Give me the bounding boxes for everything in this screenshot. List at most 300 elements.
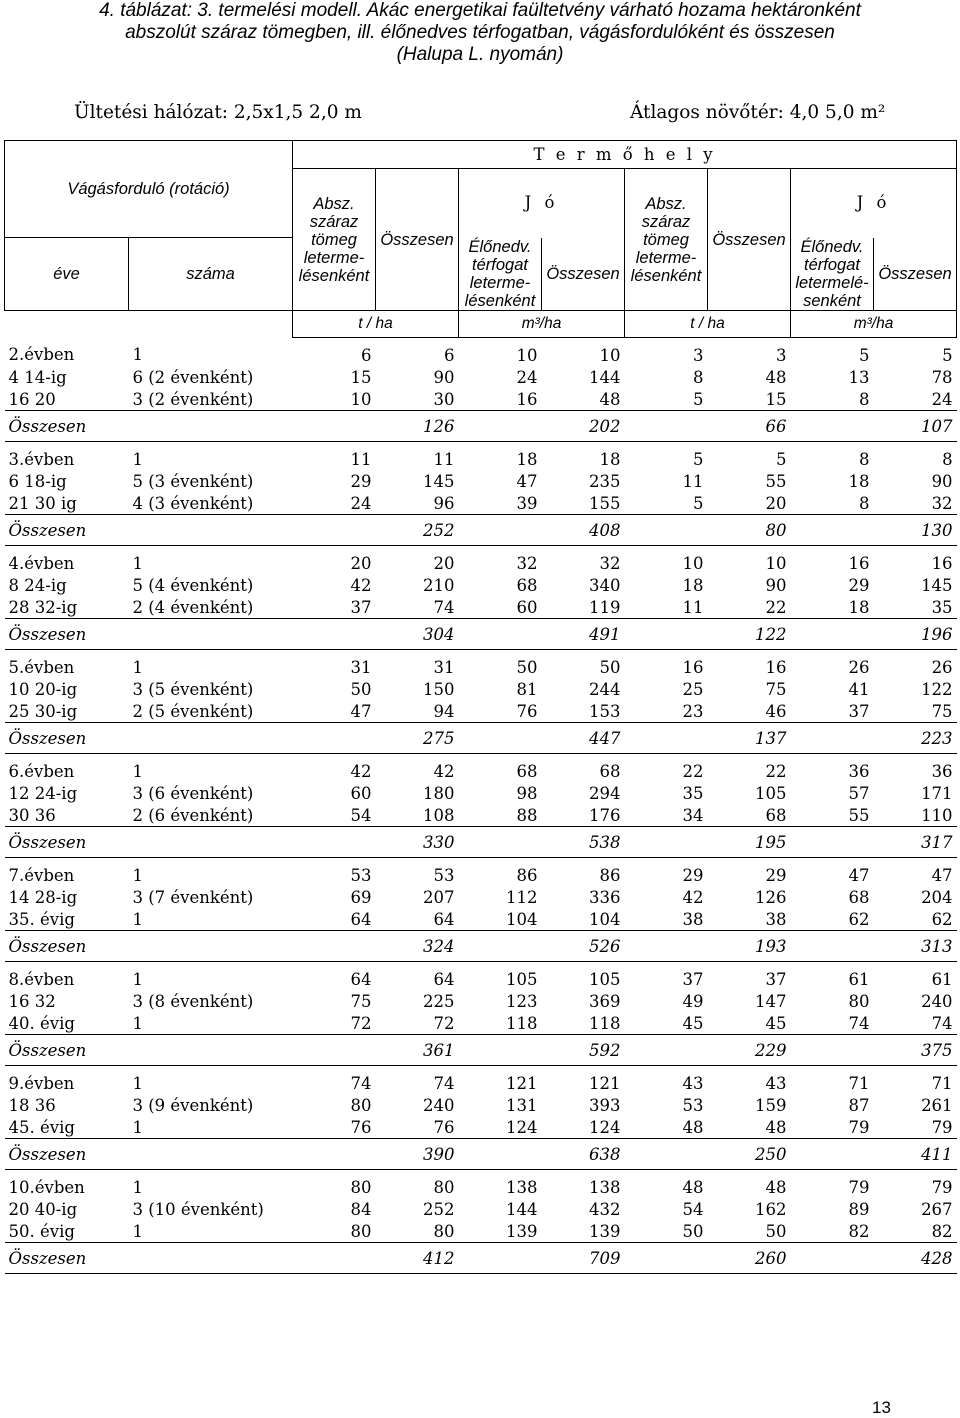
value-cell: 76 bbox=[516, 701, 538, 721]
year-cell: 10.évben bbox=[8, 1177, 85, 1197]
total-row bbox=[5, 827, 957, 858]
empty-cell bbox=[791, 411, 874, 442]
value-cell: 42 bbox=[350, 761, 372, 781]
value-cell: 144 bbox=[506, 1199, 538, 1219]
value-cell: 207 bbox=[423, 887, 455, 907]
value-cell: 118 bbox=[506, 1013, 538, 1033]
total-header-2: Összesen bbox=[542, 238, 625, 311]
total-value: 330 bbox=[376, 827, 459, 858]
year-cell: 6.évben bbox=[8, 761, 75, 781]
value-cell: 5 bbox=[776, 449, 787, 469]
total-value: 447 bbox=[542, 723, 625, 754]
caption-line-3: (Halupa L. nyomán) bbox=[396, 44, 564, 65]
value-cell: 10 bbox=[682, 553, 704, 573]
value-cell: 124 bbox=[506, 1117, 538, 1137]
total-row bbox=[5, 1243, 957, 1274]
table-row bbox=[5, 782, 957, 804]
value-cell: 34 bbox=[682, 805, 704, 825]
count-cell: 3 (9 évenként) bbox=[132, 1095, 254, 1115]
value-cell: 43 bbox=[682, 1073, 704, 1093]
value-cell: 119 bbox=[589, 597, 621, 617]
empty-cell bbox=[293, 619, 376, 650]
table-row bbox=[5, 700, 957, 723]
value-cell: 6 bbox=[444, 345, 455, 365]
year-cell: 6 18-ig bbox=[8, 471, 67, 491]
table-row bbox=[5, 650, 957, 679]
total-label: Összesen bbox=[5, 723, 129, 754]
total-value: 193 bbox=[708, 931, 791, 962]
total-value: 317 bbox=[874, 827, 957, 858]
value-cell: 118 bbox=[589, 1013, 621, 1033]
total-label: Összesen bbox=[5, 1035, 129, 1066]
total-value: 137 bbox=[708, 723, 791, 754]
total-row bbox=[5, 411, 957, 442]
total-value: 408 bbox=[542, 515, 625, 546]
site-good-1: J ó bbox=[459, 169, 625, 238]
value-cell: 20 bbox=[765, 493, 787, 513]
value-cell: 36 bbox=[848, 761, 870, 781]
total-label: Összesen bbox=[5, 827, 129, 858]
year-cell: 8 24-ig bbox=[8, 575, 67, 595]
value-cell: 225 bbox=[423, 991, 455, 1011]
value-cell: 294 bbox=[589, 783, 621, 803]
value-cell: 176 bbox=[589, 805, 621, 825]
table-row bbox=[5, 908, 957, 931]
count-cell: 2 (6 évenként) bbox=[132, 805, 254, 825]
value-cell: 53 bbox=[433, 865, 455, 885]
value-cell: 108 bbox=[423, 805, 455, 825]
total-value: 538 bbox=[542, 827, 625, 858]
value-cell: 138 bbox=[506, 1177, 538, 1197]
value-cell: 252 bbox=[423, 1199, 455, 1219]
value-cell: 3 bbox=[776, 345, 787, 365]
total-value: 526 bbox=[542, 931, 625, 962]
value-cell: 104 bbox=[506, 909, 538, 929]
value-cell: 84 bbox=[350, 1199, 372, 1219]
value-cell: 74 bbox=[433, 597, 455, 617]
year-cell: 28 32-ig bbox=[8, 597, 78, 617]
count-cell: 3 (2 évenként) bbox=[132, 389, 254, 409]
value-cell: 32 bbox=[599, 553, 621, 573]
value-cell: 29 bbox=[350, 471, 372, 491]
value-cell: 112 bbox=[506, 887, 538, 907]
value-cell: 35 bbox=[931, 597, 953, 617]
empty-cell bbox=[625, 1243, 708, 1274]
value-cell: 50 bbox=[682, 1221, 704, 1241]
total-label: Összesen bbox=[5, 1139, 129, 1170]
value-cell: 139 bbox=[589, 1221, 621, 1241]
empty-cell bbox=[293, 515, 376, 546]
value-cell: 55 bbox=[765, 471, 787, 491]
value-cell: 90 bbox=[931, 471, 953, 491]
table-row bbox=[5, 754, 957, 783]
value-cell: 38 bbox=[682, 909, 704, 929]
value-cell: 75 bbox=[765, 679, 787, 699]
count-cell: 4 (3 évenként) bbox=[132, 493, 254, 513]
abs-dry-header-2: Absz. száraz tömeg leterme- lésenként bbox=[625, 169, 708, 311]
value-cell: 68 bbox=[765, 805, 787, 825]
empty-cell bbox=[791, 723, 874, 754]
value-cell: 72 bbox=[433, 1013, 455, 1033]
value-cell: 121 bbox=[589, 1073, 621, 1093]
value-cell: 61 bbox=[848, 969, 870, 989]
empty-cell bbox=[625, 411, 708, 442]
value-cell: 68 bbox=[848, 887, 870, 907]
value-cell: 16 bbox=[682, 657, 704, 677]
count-cell: 1 bbox=[132, 1221, 143, 1241]
empty-cell bbox=[129, 723, 293, 754]
value-cell: 48 bbox=[599, 389, 621, 409]
value-cell: 53 bbox=[682, 1095, 704, 1115]
value-cell: 86 bbox=[516, 865, 538, 885]
empty-cell bbox=[625, 1139, 708, 1170]
value-cell: 5 bbox=[859, 345, 870, 365]
empty-cell bbox=[625, 827, 708, 858]
value-cell: 69 bbox=[350, 887, 372, 907]
value-cell: 80 bbox=[433, 1221, 455, 1241]
value-cell: 15 bbox=[350, 367, 372, 387]
year-cell: 35. évig bbox=[8, 909, 75, 929]
empty-cell bbox=[459, 827, 542, 858]
value-cell: 16 bbox=[765, 657, 787, 677]
value-cell: 10 bbox=[765, 553, 787, 573]
value-cell: 64 bbox=[433, 909, 455, 929]
value-cell: 39 bbox=[516, 493, 538, 513]
year-cell: 45. évig bbox=[8, 1117, 75, 1137]
value-cell: 15 bbox=[765, 389, 787, 409]
table-row bbox=[5, 1094, 957, 1116]
table-caption bbox=[40, 0, 920, 66]
value-cell: 80 bbox=[350, 1095, 372, 1115]
value-cell: 47 bbox=[931, 865, 953, 885]
value-cell: 98 bbox=[516, 783, 538, 803]
empty-cell bbox=[129, 1139, 293, 1170]
value-cell: 369 bbox=[589, 991, 621, 1011]
empty-cell bbox=[791, 619, 874, 650]
unit-m3-ha-2: m³/ha bbox=[791, 311, 957, 338]
unit-spacer bbox=[5, 311, 293, 338]
value-cell: 432 bbox=[589, 1199, 621, 1219]
empty-cell bbox=[293, 1243, 376, 1274]
value-cell: 145 bbox=[423, 471, 455, 491]
value-cell: 79 bbox=[848, 1117, 870, 1137]
value-cell: 48 bbox=[682, 1177, 704, 1197]
value-cell: 13 bbox=[848, 367, 870, 387]
unit-t-ha-2: t / ha bbox=[625, 311, 791, 338]
empty-cell bbox=[293, 723, 376, 754]
value-cell: 18 bbox=[682, 575, 704, 595]
table-row bbox=[5, 442, 957, 471]
year-cell: 18 36 bbox=[8, 1095, 56, 1115]
year-cell: 50. évig bbox=[8, 1221, 75, 1241]
value-cell: 35 bbox=[682, 783, 704, 803]
year-cell: 20 40-ig bbox=[8, 1199, 78, 1219]
value-cell: 5 bbox=[693, 493, 704, 513]
empty-cell bbox=[129, 515, 293, 546]
value-cell: 37 bbox=[350, 597, 372, 617]
value-cell: 61 bbox=[931, 969, 953, 989]
value-cell: 32 bbox=[516, 553, 538, 573]
value-cell: 25 bbox=[682, 679, 704, 699]
site-header: T e r m ő h e l y bbox=[293, 141, 957, 169]
count-cell: 1 bbox=[132, 1177, 143, 1197]
value-cell: 37 bbox=[682, 969, 704, 989]
page-number: 13 bbox=[872, 1398, 891, 1417]
empty-cell bbox=[459, 515, 542, 546]
count-cell: 1 bbox=[132, 449, 143, 469]
total-value: 202 bbox=[542, 411, 625, 442]
live-vol-header-1: Élőnedv. térfogat leterme- lésenként bbox=[459, 238, 542, 311]
total-row bbox=[5, 1139, 957, 1170]
value-cell: 8 bbox=[859, 449, 870, 469]
value-cell: 153 bbox=[589, 701, 621, 721]
value-cell: 122 bbox=[921, 679, 953, 699]
total-value: 229 bbox=[708, 1035, 791, 1066]
value-cell: 105 bbox=[589, 969, 621, 989]
value-cell: 11 bbox=[350, 449, 372, 469]
count-cell: 1 bbox=[132, 1013, 143, 1033]
total-value: 126 bbox=[376, 411, 459, 442]
empty-cell bbox=[625, 723, 708, 754]
value-cell: 10 bbox=[516, 345, 538, 365]
value-cell: 68 bbox=[599, 761, 621, 781]
total-label: Összesen bbox=[5, 411, 129, 442]
empty-cell bbox=[791, 1035, 874, 1066]
value-cell: 18 bbox=[848, 471, 870, 491]
value-cell: 45 bbox=[765, 1013, 787, 1033]
empty-cell bbox=[625, 515, 708, 546]
value-cell: 96 bbox=[433, 493, 455, 513]
value-cell: 62 bbox=[848, 909, 870, 929]
table-row bbox=[5, 388, 957, 411]
value-cell: 22 bbox=[765, 761, 787, 781]
total-value: 428 bbox=[874, 1243, 957, 1274]
total-header-4: Összesen bbox=[874, 238, 957, 311]
value-cell: 29 bbox=[765, 865, 787, 885]
value-cell: 76 bbox=[433, 1117, 455, 1137]
total-value: 275 bbox=[376, 723, 459, 754]
growing-space: Átlagos növőtér: 4,0 5,0 m² bbox=[630, 102, 886, 123]
empty-cell bbox=[129, 827, 293, 858]
value-cell: 267 bbox=[921, 1199, 953, 1219]
value-cell: 76 bbox=[350, 1117, 372, 1137]
value-cell: 244 bbox=[589, 679, 621, 699]
empty-cell bbox=[459, 723, 542, 754]
value-cell: 121 bbox=[506, 1073, 538, 1093]
value-cell: 150 bbox=[423, 679, 455, 699]
value-cell: 204 bbox=[921, 887, 953, 907]
count-cell: 2 (4 évenként) bbox=[132, 597, 254, 617]
count-cell: 1 bbox=[132, 761, 143, 781]
total-row bbox=[5, 931, 957, 962]
count-cell: 2 (5 évenként) bbox=[132, 701, 254, 721]
total-value: 107 bbox=[874, 411, 957, 442]
total-value: 195 bbox=[708, 827, 791, 858]
total-label: Összesen bbox=[5, 619, 129, 650]
empty-cell bbox=[459, 931, 542, 962]
value-cell: 11 bbox=[433, 449, 455, 469]
table-row bbox=[5, 678, 957, 700]
value-cell: 79 bbox=[848, 1177, 870, 1197]
value-cell: 81 bbox=[516, 679, 538, 699]
total-value: 411 bbox=[874, 1139, 957, 1170]
value-cell: 210 bbox=[423, 575, 455, 595]
total-value: 592 bbox=[542, 1035, 625, 1066]
empty-cell bbox=[459, 619, 542, 650]
table-row bbox=[5, 858, 957, 887]
live-vol-header-2: Élőnedv. térfogat letermelé- senként bbox=[791, 238, 874, 311]
value-cell: 79 bbox=[931, 1117, 953, 1137]
table-row bbox=[5, 366, 957, 388]
empty-cell bbox=[129, 619, 293, 650]
value-cell: 5 bbox=[693, 389, 704, 409]
value-cell: 20 bbox=[433, 553, 455, 573]
year-cell: 4.évben bbox=[8, 553, 75, 573]
count-cell: 6 (2 évenként) bbox=[132, 367, 254, 387]
value-cell: 48 bbox=[682, 1117, 704, 1137]
total-value: 375 bbox=[874, 1035, 957, 1066]
value-cell: 82 bbox=[848, 1221, 870, 1241]
value-cell: 60 bbox=[516, 597, 538, 617]
table-row bbox=[5, 470, 957, 492]
year-cell: 16 20 bbox=[8, 389, 56, 409]
value-cell: 155 bbox=[589, 493, 621, 513]
year-cell: 40. évig bbox=[8, 1013, 75, 1033]
unit-m3-ha-1: m³/ha bbox=[459, 311, 625, 338]
table-row bbox=[5, 492, 957, 515]
value-cell: 3 bbox=[693, 345, 704, 365]
value-cell: 235 bbox=[589, 471, 621, 491]
value-cell: 20 bbox=[350, 553, 372, 573]
value-cell: 159 bbox=[755, 1095, 787, 1115]
value-cell: 71 bbox=[931, 1073, 953, 1093]
year-cell: 16 32 bbox=[8, 991, 56, 1011]
value-cell: 30 bbox=[433, 389, 455, 409]
total-value: 313 bbox=[874, 931, 957, 962]
value-cell: 68 bbox=[516, 761, 538, 781]
value-cell: 104 bbox=[589, 909, 621, 929]
value-cell: 48 bbox=[765, 1177, 787, 1197]
value-cell: 26 bbox=[931, 657, 953, 677]
year-cell: 3.évben bbox=[8, 449, 75, 469]
count-cell: 1 bbox=[132, 1117, 143, 1137]
value-cell: 87 bbox=[848, 1095, 870, 1115]
count-cell: 1 bbox=[132, 909, 143, 929]
table-row bbox=[5, 596, 957, 619]
value-cell: 64 bbox=[433, 969, 455, 989]
year-cell: 2.évben bbox=[8, 345, 75, 365]
value-cell: 16 bbox=[516, 389, 538, 409]
value-cell: 31 bbox=[350, 657, 372, 677]
total-label: Összesen bbox=[5, 931, 129, 962]
total-label: Összesen bbox=[5, 1243, 129, 1274]
empty-cell bbox=[129, 1243, 293, 1274]
value-cell: 138 bbox=[589, 1177, 621, 1197]
total-value: 122 bbox=[708, 619, 791, 650]
value-cell: 24 bbox=[931, 389, 953, 409]
value-cell: 24 bbox=[516, 367, 538, 387]
empty-cell bbox=[129, 931, 293, 962]
value-cell: 42 bbox=[433, 761, 455, 781]
value-cell: 162 bbox=[755, 1199, 787, 1219]
total-value: 491 bbox=[542, 619, 625, 650]
value-cell: 29 bbox=[848, 575, 870, 595]
empty-cell bbox=[791, 1139, 874, 1170]
total-value: 412 bbox=[376, 1243, 459, 1274]
value-cell: 110 bbox=[921, 805, 953, 825]
value-cell: 74 bbox=[931, 1013, 953, 1033]
caption-line-2: abszolút száraz tömegben, ill. élőnedves térfogatban, vágásfordulóként és összesen bbox=[125, 22, 835, 43]
value-cell: 22 bbox=[682, 761, 704, 781]
value-cell: 6 bbox=[361, 345, 372, 365]
table-row bbox=[5, 886, 957, 908]
value-cell: 16 bbox=[931, 553, 953, 573]
count-cell: 1 bbox=[132, 345, 143, 365]
table-row bbox=[5, 1012, 957, 1035]
year-header: éve bbox=[5, 238, 129, 311]
caption-line-1: 4. táblázat: 3. termelési modell. Akác energetikai faültetvény várható hozama hektáronként bbox=[99, 0, 861, 21]
count-cell: 3 (5 évenként) bbox=[132, 679, 254, 699]
value-cell: 49 bbox=[682, 991, 704, 1011]
value-cell: 78 bbox=[931, 367, 953, 387]
total-row bbox=[5, 619, 957, 650]
value-cell: 38 bbox=[765, 909, 787, 929]
empty-cell bbox=[293, 1139, 376, 1170]
value-cell: 340 bbox=[589, 575, 621, 595]
count-cell: 1 bbox=[132, 1073, 143, 1093]
table-row bbox=[5, 1198, 957, 1220]
value-cell: 31 bbox=[433, 657, 455, 677]
value-cell: 24 bbox=[350, 493, 372, 513]
value-cell: 37 bbox=[848, 701, 870, 721]
total-row bbox=[5, 515, 957, 546]
value-cell: 82 bbox=[931, 1221, 953, 1241]
count-cell: 1 bbox=[132, 969, 143, 989]
year-cell: 25 30-ig bbox=[8, 701, 78, 721]
table-row bbox=[5, 338, 957, 367]
value-cell: 50 bbox=[599, 657, 621, 677]
value-cell: 89 bbox=[848, 1199, 870, 1219]
value-cell: 8 bbox=[942, 449, 953, 469]
table-row bbox=[5, 546, 957, 575]
table-row bbox=[5, 804, 957, 827]
total-value: 196 bbox=[874, 619, 957, 650]
total-row bbox=[5, 723, 957, 754]
empty-cell bbox=[625, 619, 708, 650]
value-cell: 54 bbox=[682, 1199, 704, 1219]
value-cell: 147 bbox=[755, 991, 787, 1011]
value-cell: 18 bbox=[599, 449, 621, 469]
value-cell: 50 bbox=[350, 679, 372, 699]
value-cell: 32 bbox=[931, 493, 953, 513]
value-cell: 43 bbox=[765, 1073, 787, 1093]
value-cell: 53 bbox=[350, 865, 372, 885]
year-cell: 21 30 ig bbox=[8, 493, 77, 513]
value-cell: 74 bbox=[848, 1013, 870, 1033]
value-cell: 42 bbox=[682, 887, 704, 907]
value-cell: 29 bbox=[682, 865, 704, 885]
empty-cell bbox=[293, 1035, 376, 1066]
value-cell: 41 bbox=[848, 679, 870, 699]
count-cell: 5 (4 évenként) bbox=[132, 575, 254, 595]
value-cell: 47 bbox=[350, 701, 372, 721]
value-cell: 26 bbox=[848, 657, 870, 677]
value-cell: 145 bbox=[921, 575, 953, 595]
value-cell: 180 bbox=[423, 783, 455, 803]
value-cell: 74 bbox=[433, 1073, 455, 1093]
total-value: 252 bbox=[376, 515, 459, 546]
count-cell: 3 (8 évenként) bbox=[132, 991, 254, 1011]
